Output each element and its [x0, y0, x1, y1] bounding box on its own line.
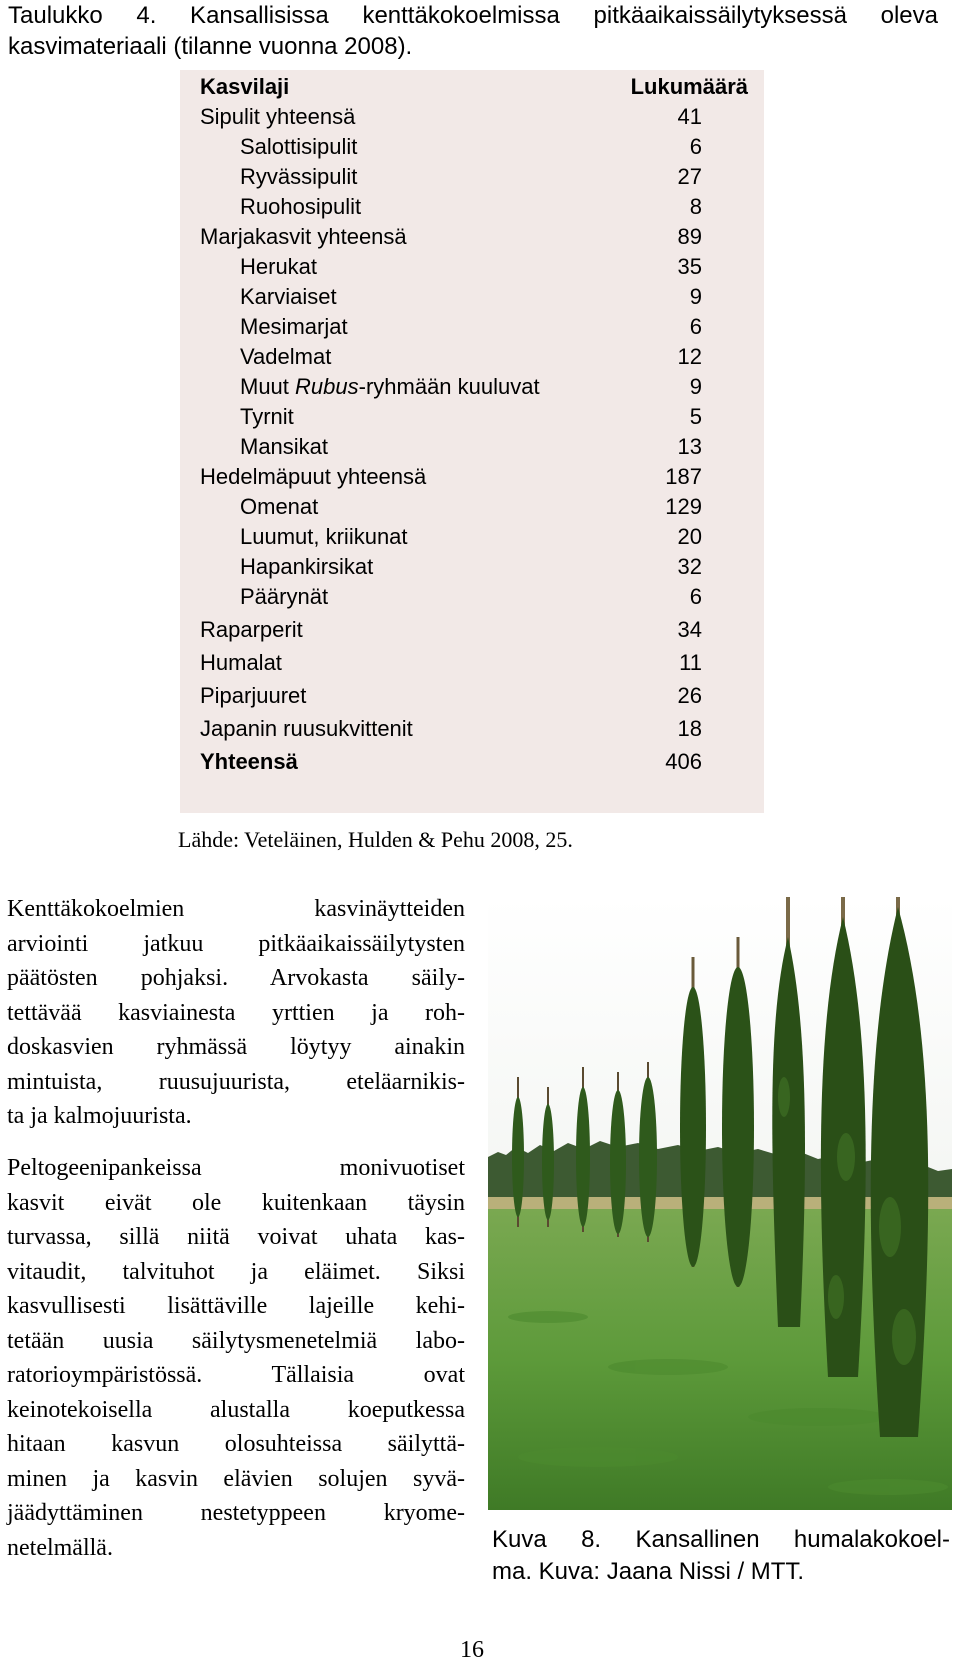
row-name: Mansikat [240, 434, 329, 459]
row-name: Ruohosipulit [240, 194, 362, 219]
table-row [180, 164, 764, 195]
row-name: Tyrnit [240, 404, 294, 429]
row-name: Päärynät [240, 584, 329, 609]
row-name: Marjakasvit yhteensä [200, 224, 407, 249]
row-count: 34 [677, 617, 702, 642]
table-row [180, 617, 764, 648]
table-row [180, 224, 764, 255]
row-name: Omenat [240, 494, 319, 519]
text-line: tetään uusia säilytysmenetelmiä labo- [7, 1327, 465, 1354]
paragraph-2 [7, 1151, 465, 1565]
text-line: tettävää kasviainesta yrttien ja roh- [7, 999, 465, 1026]
table-total-row [180, 749, 764, 780]
table-row [180, 494, 764, 525]
row-count: 35 [677, 254, 702, 279]
text-line: turvassa, sillä niitä voivat uhata kas- [7, 1224, 465, 1250]
table-row [180, 194, 764, 225]
row-name: Yhteensä [200, 749, 298, 774]
row-name: Luumut, kriikunat [240, 524, 408, 549]
text-line: hitaan kasvun olosuhteissa säilyttä- [7, 1431, 465, 1457]
row-name: Ryvässipulit [240, 164, 358, 189]
text-line: jäädyttäminen nestetyppeen kryome- [7, 1500, 465, 1526]
row-count: 32 [677, 554, 702, 579]
row-name: Raparperit [200, 617, 303, 642]
photo-caption [492, 1524, 950, 1588]
text-line: vitaudit, talvituhot ja eläimet. Siksi [7, 1258, 465, 1285]
row-name: Herukat [240, 254, 318, 279]
table-row [180, 314, 764, 345]
text-line: minen ja kasvin elävien solujen syvä- [7, 1465, 465, 1492]
row-name: Mesimarjat [240, 314, 348, 339]
row-count: 13 [677, 434, 702, 459]
table-row [180, 554, 764, 585]
row-name [240, 374, 540, 400]
row-count: 26 [677, 683, 702, 708]
table-caption-line-1: Taulukko 4. Kansallisissa kenttäkokoelmissa pitkäaikaissäilytyksessä oleva [8, 2, 938, 29]
row-count: 18 [677, 716, 702, 741]
table-row [180, 404, 764, 435]
row-name: Salottisipulit [240, 134, 358, 159]
paragraph-1 [7, 892, 465, 1134]
row-count: 406 [665, 749, 702, 774]
text-line: keinotekoisella alustalla koeputkessa [7, 1396, 465, 1423]
row-name-prefix: Muut [240, 374, 296, 399]
text-line: päätösten pohjaksi. Arvokasta säily- [7, 965, 465, 991]
text-line: arviointi jatkuu pitkäaikaissäilytysten [7, 930, 465, 957]
table-row [180, 650, 764, 681]
row-count: 5 [689, 404, 702, 429]
hop-field-photo [488, 897, 952, 1510]
plant-material-table [180, 70, 764, 813]
row-name: Humalat [200, 650, 282, 675]
text-line: doskasvien ryhmässä löytyy ainakin [7, 1034, 465, 1060]
row-count: 129 [665, 494, 702, 519]
row-count: 11 [679, 650, 702, 675]
row-count: 27 [677, 164, 702, 189]
text-line: kasvit eivät ole kuitenkaan täysin [7, 1189, 465, 1216]
table-row [180, 374, 764, 405]
header-plant-species: Kasvilaji [200, 74, 290, 99]
text-line: Peltogeenipankeissa monivuotiset [7, 1155, 465, 1181]
row-name: Hapankirsikat [240, 554, 374, 579]
text-line: mintuista, ruusujuurista, eteläarnikis- [7, 1068, 465, 1095]
row-name: Hedelmäpuut yhteensä [200, 464, 427, 489]
row-count: 12 [677, 344, 702, 369]
row-count: 89 [677, 224, 702, 249]
row-count: 9 [689, 284, 702, 309]
text-line: kasvullisesti lisättäville lajeille kehi- [7, 1293, 465, 1319]
page-number: 16 [460, 1637, 484, 1663]
row-name: Sipulit yhteensä [200, 104, 356, 129]
row-name-suffix: -ryhmään kuuluvat [358, 374, 540, 399]
row-name-genus: Rubus [295, 374, 359, 399]
row-count: 6 [689, 584, 702, 609]
photo-caption-line-1: Kuva 8. Kansallinen humalakokoel- [492, 1526, 950, 1553]
row-name: Vadelmat [240, 344, 332, 369]
row-count: 8 [689, 194, 702, 219]
table-row [180, 683, 764, 714]
table-caption-line-2: kasvimateriaali (tilanne vuonna 2008). [8, 33, 413, 60]
table-row [180, 464, 764, 495]
row-name: Piparjuuret [200, 683, 307, 708]
row-count: 9 [689, 374, 702, 399]
header-count: Lukumäärä [630, 74, 748, 99]
table-row [180, 254, 764, 285]
row-count: 6 [689, 134, 702, 159]
text-line: ta ja kalmojuurista. [7, 1103, 192, 1129]
table-row [180, 584, 764, 615]
photo-caption-line-2: ma. Kuva: Jaana Nissi / MTT. [492, 1558, 805, 1585]
row-count: 6 [689, 314, 702, 339]
table-row [180, 524, 764, 555]
table-header-row [180, 74, 764, 105]
table-row [180, 134, 764, 165]
row-count: 20 [677, 524, 702, 549]
table-caption [8, 0, 938, 62]
row-count: 187 [665, 464, 702, 489]
table-row [180, 434, 764, 465]
table-row [180, 284, 764, 315]
row-name: Japanin ruusukvittenit [200, 716, 413, 741]
table-row [180, 716, 764, 747]
row-name: Karviaiset [240, 284, 337, 309]
table-row [180, 344, 764, 375]
text-line: ratorioympäristössä. Tällaisia ovat [7, 1362, 465, 1388]
text-line: Kenttäkokoelmien kasvinäytteiden [7, 896, 465, 922]
row-count: 41 [677, 104, 702, 129]
table-row [180, 104, 764, 135]
table-source: Lähde: Veteläinen, Hulden & Pehu 2008, 25. [178, 827, 573, 852]
text-line: netelmällä. [7, 1534, 113, 1561]
